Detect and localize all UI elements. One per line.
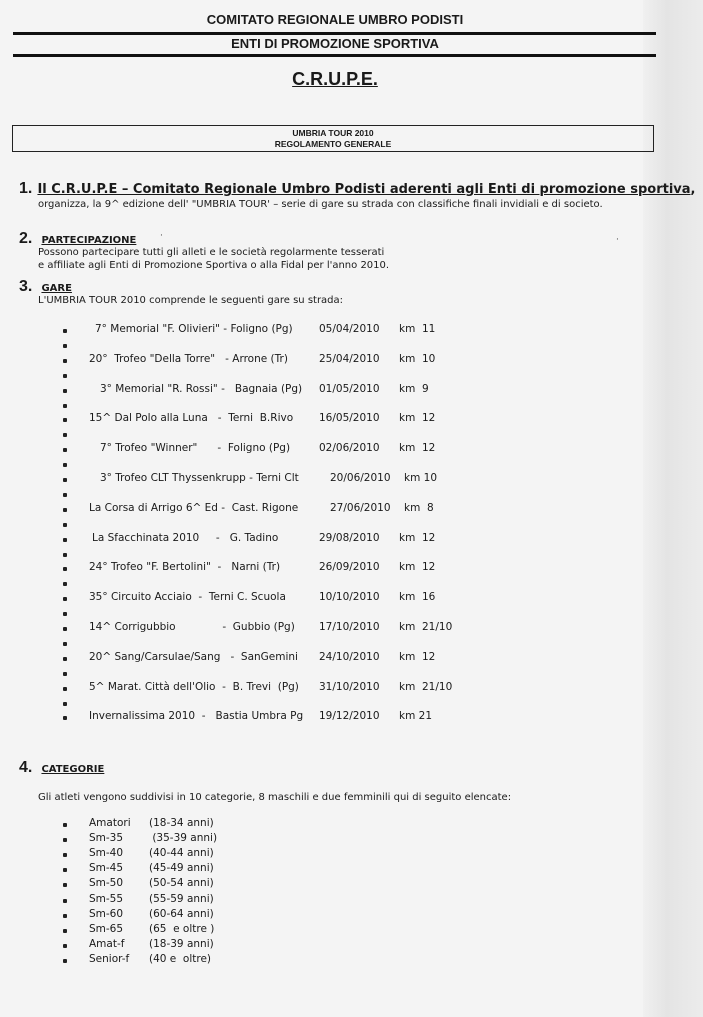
bullet-icon [63, 389, 67, 393]
race-name: 7° Memorial "F. Olivieri" - Foligno (Pg) [95, 323, 293, 335]
bullet-icon [63, 657, 67, 661]
bullet-icon [63, 823, 67, 827]
category-age-range: (55-59 anni) [149, 892, 214, 905]
bullet-icon [63, 853, 67, 857]
bullet-icon [63, 493, 67, 497]
section-1-body: organizza, la 9^ edizione dell' "UMBRIA TOUR' – serie di gare su strada con classifiche finali invidiali e di societo. [38, 199, 603, 210]
section-2-heading [19, 228, 136, 248]
category-label: Sm-50 [89, 877, 124, 890]
bullet-icon [63, 883, 67, 887]
category-label: Senior-f [89, 952, 130, 965]
bullet-icon [63, 687, 67, 691]
bullet-icon [63, 868, 67, 872]
category-label: Sm-45 [89, 862, 124, 875]
race-distance: km 12 [399, 531, 436, 544]
race-distance: km 16 [399, 591, 436, 604]
race-name: 7° Trofeo "Winner" - Foligno (Pg) [100, 442, 291, 455]
category-age-range: (45-49 anni) [149, 862, 214, 875]
race-date: 01/05/2010 [319, 382, 380, 395]
race-date: 29/08/2010 [319, 531, 380, 544]
category-label: Sm-40 [89, 847, 124, 860]
race-distance: km 9 [399, 382, 429, 395]
section-number: 1. [19, 180, 33, 197]
bullet-icon [63, 359, 67, 363]
race-date: 17/10/2010 [319, 621, 380, 633]
category-age-range: (60-64 anni) [149, 907, 214, 920]
bullet-icon [63, 448, 67, 452]
bullet-icon [63, 523, 67, 527]
bullet-icon [63, 702, 67, 706]
section-2-body-line1: Possono partecipare tutti gli alleti e le società regolarmente tesserati [38, 247, 385, 258]
race-name: 14^ Corrigubbio - Gubbio (Pg) [89, 621, 295, 633]
race-distance: km 8 [404, 501, 434, 514]
race-distance: km 12 [399, 650, 436, 663]
race-name: 15^ Dal Polo alla Luna - Terni B.Rivo [89, 412, 294, 425]
tour-title: UMBRIA TOUR 2010 [292, 128, 374, 138]
category-age-range: (40 e oltre) [149, 952, 212, 965]
section-title-comma: , [690, 182, 696, 197]
race-date: 05/04/2010 [319, 323, 380, 335]
bullet-icon [63, 914, 67, 918]
section-title: Il C.R.U.P.E – Comitato Regionale Umbro Podisti aderenti agli Enti di promozione sportiva [37, 182, 691, 197]
race-name: 20^ Sang/Carsulae/Sang - SanGemini [89, 650, 298, 663]
category-label: Sm-65 [89, 922, 124, 935]
section-2-body-line2: e affiliate agli Enti di Promozione Sportiva o alla Fidal per l'anno 2010. [38, 260, 390, 271]
race-date: 16/05/2010 [319, 412, 380, 425]
race-distance: km 21 [399, 710, 433, 723]
category-label: Sm-35 [89, 832, 124, 845]
bullet-icon [63, 899, 67, 903]
bullet-icon [63, 959, 67, 963]
scan-bleedthrough [643, 0, 703, 1017]
category-label: Amatori [89, 817, 131, 829]
race-date: 27/06/2010 [330, 501, 391, 514]
race-date: 25/04/2010 [319, 352, 380, 365]
category-label: Sm-55 [89, 892, 124, 905]
section-title: GARE [41, 283, 72, 294]
header-rule-bottom [13, 54, 656, 57]
scan-mark: · [616, 235, 619, 245]
header-rule-top [13, 32, 656, 35]
race-name: Invernalissima 2010 - Bastia Umbra Pg [89, 710, 304, 723]
category-age-range: (18-39 anni) [149, 937, 214, 950]
section-number: 3. [19, 278, 33, 295]
race-name: 3° Trofeo CLT Thyssenkrupp - Terni Clt [100, 472, 299, 484]
bullet-icon [63, 404, 67, 408]
race-name: 3° Memorial "R. Rossi" - Bagnaia (Pg) [100, 382, 303, 395]
bullet-icon [63, 672, 67, 676]
race-name: 5^ Marat. Città dell'Olio - B. Trevi (Pg) [89, 680, 299, 693]
race-name: 24° Trofeo "F. Bertolini" - Narni (Tr) [89, 561, 281, 574]
race-distance: km 21/10 [399, 621, 453, 633]
category-label: Amat-f [89, 937, 125, 950]
bullet-icon [63, 716, 67, 720]
section-4-intro: Gli atleti vengono suddivisi in 10 categorie, 8 maschili e due femminili qui di seguito elencate: [38, 792, 512, 803]
race-distance: km 10 [399, 352, 436, 365]
race-date: 10/10/2010 [319, 591, 380, 604]
bullet-icon [63, 612, 67, 616]
section-3-heading [19, 276, 72, 296]
race-date: 26/09/2010 [319, 561, 380, 574]
bullet-icon [63, 642, 67, 646]
bullet-icon [63, 433, 67, 437]
bullet-icon [63, 329, 67, 333]
acronym-title: C.R.U.P.E. [292, 69, 378, 89]
document-title-box [12, 125, 654, 152]
bullet-icon [63, 627, 67, 631]
race-distance: km 11 [399, 323, 436, 335]
section-number: 4. [19, 759, 33, 776]
race-distance: km 12 [399, 412, 436, 425]
bullet-icon [63, 553, 67, 557]
category-age-range: (65 e oltre ) [149, 922, 215, 935]
race-name: 35° Circuito Acciaio - Terni C. Scuola [89, 591, 286, 604]
org-name: COMITATO REGIONALE UMBRO PODISTI [206, 12, 464, 27]
race-date: 24/10/2010 [319, 650, 380, 663]
bullet-icon [63, 508, 67, 512]
category-age-range: (35-39 anni) [149, 832, 218, 845]
bullet-icon [63, 838, 67, 842]
section-1-heading [19, 178, 695, 198]
bullet-icon [63, 567, 67, 571]
section-number: 2. [19, 230, 33, 247]
bullet-icon [63, 344, 67, 348]
race-date: 31/10/2010 [319, 680, 380, 693]
category-age-range: (18-34 anni) [149, 817, 214, 829]
bullet-icon [63, 463, 67, 467]
race-name: 20° Trofeo "Della Torre" - Arrone (Tr) [89, 352, 288, 365]
bullet-icon [63, 944, 67, 948]
section-title: PARTECIPAZIONE [41, 235, 137, 246]
scan-mark: · [160, 231, 163, 241]
category-age-range: (50-54 anni) [149, 877, 214, 890]
race-distance: km 12 [399, 561, 436, 574]
race-date: 20/06/2010 [330, 472, 391, 484]
bullet-icon [63, 538, 67, 542]
bullet-icon [63, 597, 67, 601]
bullet-icon [63, 582, 67, 586]
race-distance: km 12 [399, 442, 436, 455]
section-3-intro: L'UMBRIA TOUR 2010 comprende le seguenti gare su strada: [38, 295, 344, 306]
org-subtitle: ENTI DI PROMOZIONE SPORTIVA [231, 36, 439, 51]
category-age-range: (40-44 anni) [149, 847, 214, 860]
category-label: Sm-60 [89, 907, 124, 920]
bullet-icon [63, 374, 67, 378]
race-name: La Sfacchinata 2010 - G. Tadino [92, 531, 279, 544]
race-distance: km 10 [404, 472, 438, 484]
race-date: 19/12/2010 [319, 710, 380, 723]
bullet-icon [63, 418, 67, 422]
race-date: 02/06/2010 [319, 442, 380, 455]
race-distance: km 21/10 [399, 680, 453, 693]
race-name: La Corsa di Arrigo 6^ Ed - Cast. Rigone [89, 501, 299, 514]
section-title: CATEGORIE [41, 764, 105, 775]
section-4-heading [19, 757, 104, 777]
bullet-icon [63, 478, 67, 482]
regulation-title: REGOLAMENTO GENERALE [274, 139, 392, 149]
bullet-icon [63, 929, 67, 933]
